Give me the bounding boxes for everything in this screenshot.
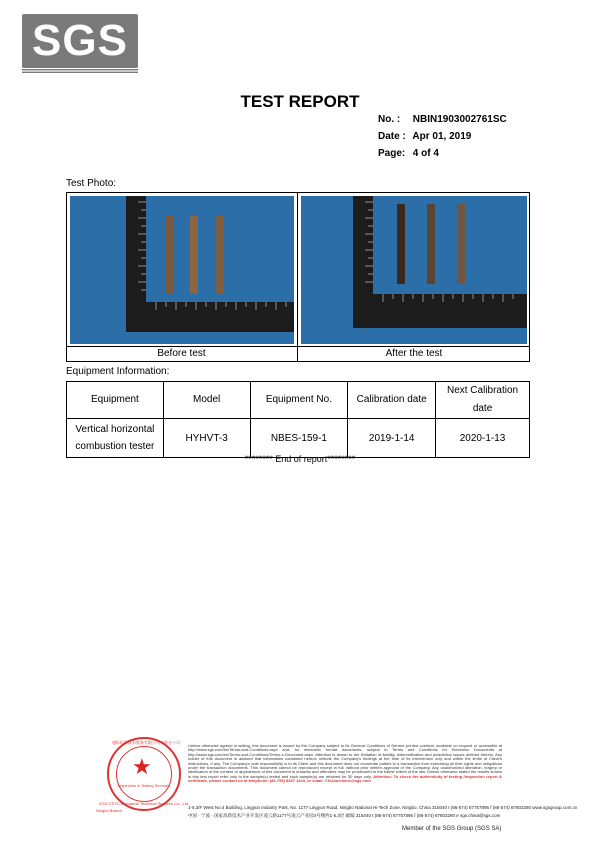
cell-calibration-date: 2019-1-14 [348,419,436,458]
authenticity-attention: Attention: To check the authenticity of testing /inspection report & certificate, please contact us at telephone: (86-755) 8307 1443, or email: CN.Doccheck@sgs.com [188,773,502,784]
header-calibration-date: Calibration date [348,382,436,419]
table-row [67,419,530,458]
report-page-label: Page: [378,148,406,159]
cell-model: HYHVT-3 [163,419,250,458]
cell-equipment: Vertical horizontal combustion tester [67,419,164,458]
sgs-logo: SGS [22,14,138,68]
sample-bar [190,216,198,294]
header-equipment-no: Equipment No. [250,382,348,419]
header-next-calibration: Next Calibration date [436,382,530,419]
report-number-label: No. : [378,114,401,125]
seal-chinese-text: 通标标准技术服务有限公司宁波分公司 [112,740,180,745]
cell-next-calibration: 2020-1-13 [436,419,530,458]
ruler-ticks [126,196,294,332]
end-of-report: ******** End of report******** [244,454,356,464]
seal-branch-text: Ningbo Branch [96,808,123,813]
before-test-caption: Before test [157,348,206,359]
before-test-photo [70,196,294,344]
sample-bar [216,216,224,294]
sample-bar [427,204,435,284]
sample-bar [457,204,465,284]
disclaimer-text: Unless otherwise agreed in writing, this document is issued by the Company subject to its General Conditions of Service printed overleaf, available on request or accessible at http://www.sgs.com/en/Terms-and-Conditions.aspx and, for electronic format documents, subject to Terms and Conditions for Electronic Documents at http://www.sgs.com/en/Terms-and-Conditions/Terms-e-Document.aspx. Attention is drawn to the limitation of liability, indemnification and jurisdiction issues defined therein. Any holder of this document is advised that information contained hereon reflects the Company's findings at the time of its intervention only and within the limits of Client's instructions, if any. The Company's sole responsibility is to its Client and this document does not exonerate parties to a transaction from exercising all their rights and obligations under the transaction documents. This document cannot be reproduced except in full, without prior written approval of the Company. Any unauthorized alteration, forgery or falsification of the content or appearance of this document is unlawful and offenders may be prosecuted to the fullest extent of the law. Unless otherwise stated the results shown in this test report refer only to the sample(s) tested and such sample(s) are retained for 30 days only. [188,743,502,779]
report-page-value: 4 of 4 [412,148,439,159]
sgs-member-line: Member of the SGS Group (SGS SA) [402,826,502,832]
equipment-table [66,381,530,458]
ruler-ticks [353,196,527,328]
cell-equipment-no: NBES-159-1 [250,419,348,458]
address-english: 1-5,3/F West No.4 Building, Lingyun Industry Park, No. 1177 Lingyun Road, Ningbo National Hi-Tech Zone, Ningbo, China 315040 t (86-574) 87757896 f (86-574) 87803280 www.sgsgroup.com.cn [188,805,578,810]
test-photo-label: Test Photo: [66,178,117,189]
report-date [378,131,471,142]
seal-company-text: SGS-CSTC Standards Technical Services Co., Ltd. [98,801,190,806]
sgs-logo-stripes [22,68,138,74]
seal-english-text: Inspection & Testing Services [117,783,171,788]
report-number [378,114,507,125]
table-header-row [67,382,530,419]
report-date-label: Date : [378,131,406,142]
equipment-info-label: Equipment Information: [66,366,170,377]
report-date-value: Apr 01, 2019 [412,131,472,142]
photo-table-divider [297,192,298,362]
legal-disclaimer [188,744,502,784]
after-test-caption: After the test [385,348,443,359]
report-title: TEST REPORT [240,92,360,111]
header-model: Model [163,382,250,419]
photo-caption-rule [66,346,530,347]
sample-bar [397,204,405,284]
seal-star-icon: ★ [132,754,152,779]
after-test-photo [301,196,527,344]
report-page [378,148,439,159]
address-chinese: 中国 · 宁波 · 国家高新技术产业开发区凌云路1177号凌云产业园4号楼西1-5,3层 邮编 315040 t (86-574) 87757896 f (86-574) 87803280 e sgs.china@sgs.com [188,813,501,818]
header-equipment: Equipment [67,382,164,419]
sample-bar [166,216,174,294]
report-number-value: NBIN1903002761SC [412,114,507,125]
